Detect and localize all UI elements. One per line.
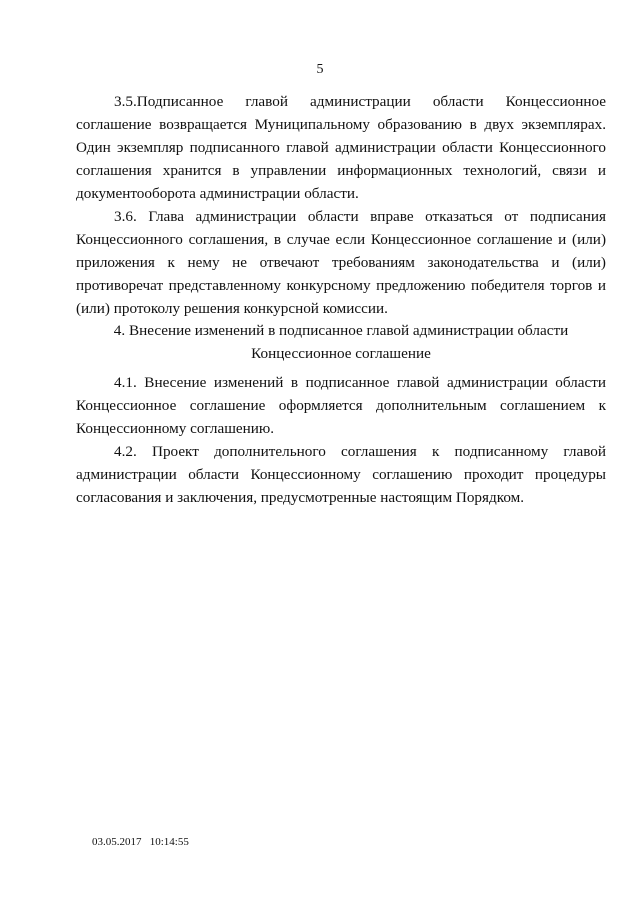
paragraph-3-6: 3.6. Глава администрации области вправе отказаться от подписания Концессионного соглашения, в случае если Концессионное соглашение и (или) приложения к нему не отвечают требованиям законодательства и (или) противоречат представленному конкурсному предложению победителя торгов и (или) протоколу решения конкурсной комиссии. <box>76 208 606 317</box>
footer-date: 03.05.2017 <box>92 836 142 848</box>
paragraph-4-2: 4.2. Проект дополнительного соглашения к подписанному главой администрации области Концессионному соглашению проходит процедуры согласования и заключения, предусмотренные настоящим Порядком. <box>76 443 606 506</box>
footer-time: 10:14:55 <box>149 836 189 848</box>
section-4-heading-line-2: Концессионное соглашение <box>251 345 431 362</box>
footer-timestamp <box>92 836 189 848</box>
paragraph-4-1: 4.1. Внесение изменений в подписанное главой администрации области Концессионное соглашение оформляется дополнительным соглашением к Концессионному соглашению. <box>76 374 606 437</box>
section-3-text <box>76 90 606 320</box>
page-number: 5 <box>316 62 324 77</box>
section-4-heading-line-1: 4. Внесение изменений в подписанное главой администрации области <box>113 322 569 339</box>
section-4-text <box>76 371 606 509</box>
section-4-heading <box>76 319 606 365</box>
paragraph-3-5: 3.5.Подписанное главой администрации области Концессионное соглашение возвращается Муниципальному образованию в двух экземплярах. Один экземпляр подписанного главой администрации области Концессионного соглашения хранится в управлении информационных технологий, связи и документооборота администрации области. <box>76 93 606 202</box>
